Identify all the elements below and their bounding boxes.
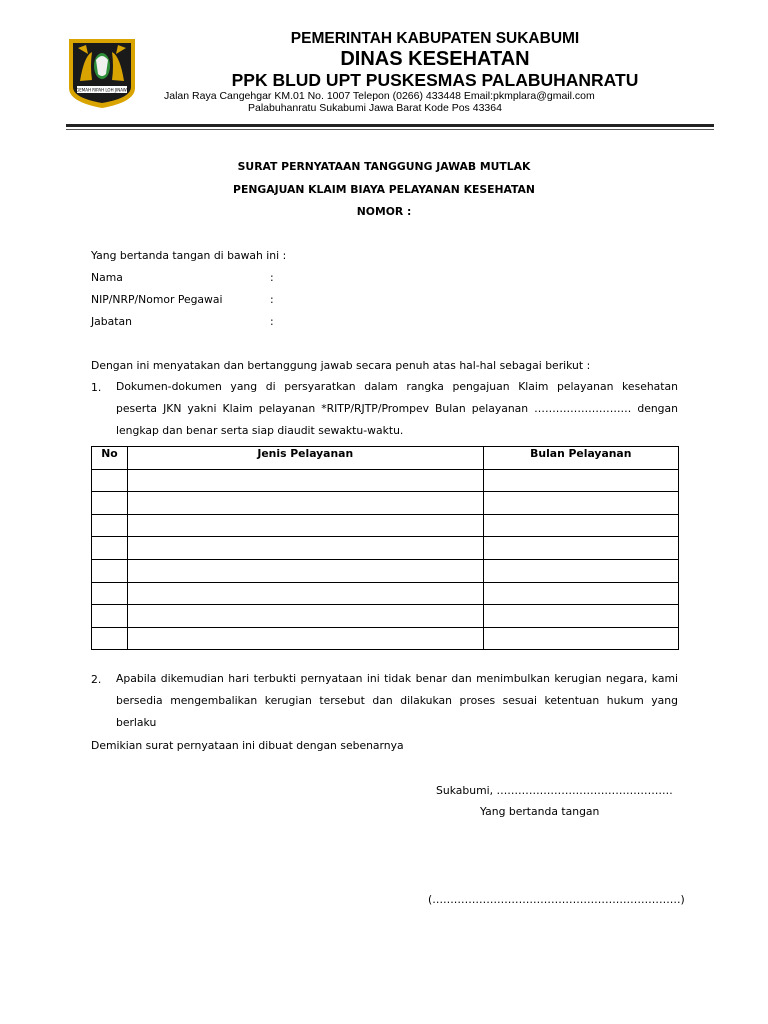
table-row (92, 582, 679, 605)
svg-text:GEMAH RIPAH LOH JINAWI: GEMAH RIPAH LOH JINAWI (76, 87, 128, 93)
table-header-service-type: Jenis Pelayanan (127, 447, 483, 470)
table-cell[interactable] (92, 537, 128, 560)
signature-name-line: (……………………………………………………………) (428, 893, 685, 906)
letterhead-rule-thin (66, 129, 714, 130)
item-1-line-3: lengkap dan benar serta siap diaudit sewaktu-waktu. (116, 424, 404, 437)
table-row (92, 627, 679, 650)
item-1-number: 1. (91, 381, 102, 394)
document-title: SURAT PERNYATAAN TANGGUNG JAWAB MUTLAK (237, 160, 531, 173)
document-number: NOMOR : (356, 205, 412, 218)
table-row (92, 514, 679, 537)
table-cell[interactable] (92, 469, 128, 492)
unit-name: PPK BLUD UPT PUSKESMAS PALABUHANRATU (231, 70, 639, 90)
service-claims-table (91, 446, 679, 650)
table-cell[interactable] (127, 627, 483, 650)
table-cell[interactable] (483, 492, 678, 515)
table-cell[interactable] (483, 582, 678, 605)
field-label-jabatan: Jabatan (91, 315, 132, 328)
table-cell[interactable] (483, 537, 678, 560)
address-line-1: Jalan Raya Cangehgar KM.01 No. 1007 Telepon (0266) 433448 Email:pkmplara@gmail.com (164, 90, 595, 102)
table-cell[interactable] (483, 559, 678, 582)
letterhead-rule-thick (66, 124, 714, 127)
table-header-no: No (92, 447, 128, 470)
table-row (92, 492, 679, 515)
item-2-line-1: Apabila dikemudian hari terbukti pernyataan ini tidak benar dan menimbulkan kerugian negara, kami (116, 672, 678, 685)
table-cell[interactable] (92, 492, 128, 515)
table-cell[interactable] (127, 537, 483, 560)
table-cell[interactable] (92, 514, 128, 537)
document-subtitle: PENGAJUAN KLAIM BIAYA PELAYANAN KESEHATAN (233, 183, 535, 196)
table-cell[interactable] (127, 469, 483, 492)
table-cell[interactable] (127, 582, 483, 605)
table-cell[interactable] (127, 605, 483, 628)
table-cell[interactable] (483, 469, 678, 492)
table-cell[interactable] (92, 605, 128, 628)
table-row (92, 469, 679, 492)
government-name: PEMERINTAH KABUPATEN SUKABUMI (290, 30, 580, 47)
field-colon-nip: : (270, 293, 274, 306)
field-label-nip: NIP/NRP/Nomor Pegawai (91, 293, 223, 306)
table-cell[interactable] (127, 514, 483, 537)
agency-name: DINAS KESEHATAN (340, 48, 530, 70)
field-colon-nama: : (270, 271, 274, 284)
regency-emblem-icon (66, 36, 138, 110)
item-2-line-2: bersedia mengembalikan kerugian tersebut dan dilakukan proses sesuai ketentuan hukum yang (116, 694, 678, 707)
table-header-row (92, 447, 679, 470)
field-colon-jabatan: : (270, 315, 274, 328)
signature-role: Yang bertanda tangan (480, 805, 600, 818)
field-label-nama: Nama (91, 271, 123, 284)
signature-place-date: Sukabumi, …………………………………………. (436, 784, 673, 797)
intro-text: Yang bertanda tangan di bawah ini : (91, 249, 287, 262)
table-cell[interactable] (127, 492, 483, 515)
table-cell[interactable] (92, 627, 128, 650)
table-header-service-month: Bulan Pelayanan (483, 447, 678, 470)
table-row (92, 537, 679, 560)
item-2-line-3: berlaku (116, 716, 157, 729)
table-cell[interactable] (483, 605, 678, 628)
letterhead (150, 30, 720, 90)
address-line-2: Palabuhanratu Sukabumi Jawa Barat Kode Pos 43364 (248, 102, 502, 114)
table-row (92, 605, 679, 628)
item-1-line-2: peserta JKN yakni Klaim pelayanan *RITP/RJTP/Prompev Bulan pelayanan ……………………… dengan (116, 402, 678, 415)
table-cell[interactable] (483, 627, 678, 650)
table-cell[interactable] (92, 582, 128, 605)
table-row (92, 559, 679, 582)
item-1-line-1: Dokumen-dokumen yang di persyaratkan dalam rangka pengajuan Klaim pelayanan kesehatan (116, 380, 678, 393)
table-cell[interactable] (127, 559, 483, 582)
closing-text: Demikian surat pernyataan ini dibuat dengan sebenarnya (91, 739, 404, 752)
statement-intro: Dengan ini menyatakan dan bertanggung jawab secara penuh atas hal-hal sebagai berikut : (91, 359, 591, 372)
table-cell[interactable] (92, 559, 128, 582)
item-2-number: 2. (91, 673, 102, 686)
table-cell[interactable] (483, 514, 678, 537)
